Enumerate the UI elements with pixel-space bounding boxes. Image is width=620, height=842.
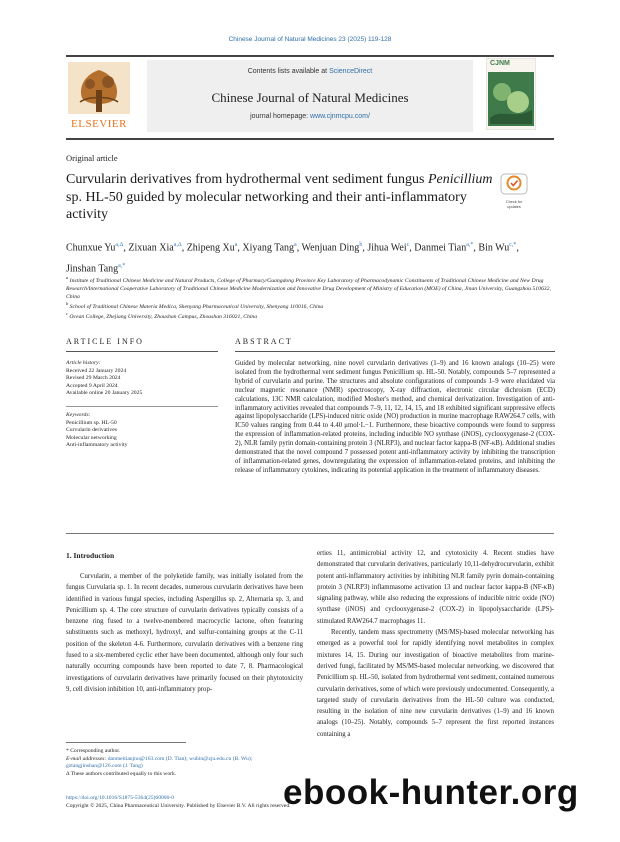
author-name[interactable]: Wenjuan Ding [301,242,360,254]
doi-line: https://doi.org/10.1016/S1875-5364(25)60000-0 Copyright © 2025, China Pharmaceutical University. Published by Elsevier B.V. All rights reserved. [66,795,291,809]
homepage-line: journal homepage: www.cjnmcpu.com/ [250,113,370,120]
author-name[interactable]: Zixuan Xia [128,242,174,254]
abstract-text: Guided by molecular networking, nine novel curvularin derivatives (1–9) and 16 known analogs (10–25) were isolated from the hydrothermal vent sediment fungus Penicillium sp. HL-50. Notably, compounds 5–7 represented a hybrid of curvularin and purine. The structures and absolute configurations of compounds 1–9 were elucidated via nuclear magnetic resonance (NMR) spectroscopy, X-ray diffraction, electronic circular dichroism (ECD) calculations, 13C NMR calculation, modified Mosher's method, and chemical derivatization. Investigation of anti-inflammatory activities revealed that compounds 7–9, 11, 12, 14, 15, and 18 exhibited significant suppressive effects against lipopolysaccharide (LPS)-induced nitric oxide (NO) production in murine macrophage RAW264.7 cells, with IC50 values ranging from 0.44 to 4.40 μmol·L−1. Furthermore, these bioactive compounds were found to suppress the expression of inflammation-related proteins, including inducible NO synthase (iNOS), cyclooxygenase-2 (COX-2), NLR family pyrin domain-containing protein 3 (NLRP3), and nuclear factor kappa-B (NF-κB). Additional studies demonstrated that the novel compound 7 possessed potent anti-inflammatory activity by inhibiting the transcription of inflammation-related genes, downregulating the expression of inflammation-related proteins, and inhibiting the release of inflammatory cytokines, indicating its potential application in the treatment of inflammatory diseases. [235,360,555,474]
author-affiliation-marker: a,* [118,263,126,270]
doi-link[interactable]: https://doi.org/10.1016/S1875-5364(25)60000-0 [66,795,175,801]
affiliation-b: $^b$ School of Traditional Chinese Materia Medica, Shenyang Pharmaceutical University, Shenyang 110016, China [66,301,324,310]
abstract-rule [235,351,555,352]
author-name[interactable]: Zhipeng Xu [186,242,235,254]
author-affiliation-marker: c [406,242,410,248]
affiliation-a: $^a$ Institute of Traditional Chinese Medicine and Natural Products, College of Pharmacy/Guangdong Province Key Laboratory of Pharmacodynamic Constituents of Traditional Chinese Medicine and New Drug Research/International Cooperative Laboratory of Traditional Chinese Medicine Modernization and Innovative Drug Development of Ministry of Education (MOE) of China, Jinan University, Guangzhou 510632, China [66,275,551,300]
introduction-heading: 1. Introduction [66,551,115,560]
check-for-updates-badge[interactable]: Check for updates [500,173,528,203]
cover-title: CJNM [490,60,510,67]
footnote-rule [66,742,186,743]
article-history: Article history: Received 22 January 2024 Revised 29 March 2024 Accepted 9 April 2024 Available online 20 January 2025 [66,360,143,397]
intro-left-column: Curvularin, a member of the polyketide family, was initially isolated from the fungus Curvularia sp. 1. In recent decades, numerous curvularin derivatives have been identified in various fungal species, including Aspergillus sp. 2, Alternaria sp. 3, and Penicillium sp. 4. The core structure of curvularin derivatives typically consists of a benzene ring fused to a twelve-membered macrocyclic lactone, often featuring substituents such as methoxyl, hydroxyl, and sulfur-containing groups at the C-11 position of the skeleton 4-6. Furthermore, curvularin derivatives with a benzene ring fused to a six-membered cyclic ether have been documented, although only four such naturally occurring compounds have been reported to date 7, 8. Pharmacological investigations of curvularin derivatives have primarily focused on their phytotoxicity 9, cell division inhibition 10, anti-inflammatory prop- [66,573,303,693]
author-affiliation-marker: a [294,242,297,248]
journal-cover-thumbnail [486,58,536,130]
header-top-rule [66,55,554,57]
author-name[interactable]: Chunxue Yu [66,242,116,254]
author-name[interactable]: Danmei Tian [414,242,467,254]
author-name[interactable]: Xiyang Tang [242,242,295,254]
article-info-rule [66,351,218,352]
running-head: Chinese Journal of Natural Medicines 23 (2025) 119-128 [228,36,392,43]
affiliation-c: $^c$ Ocean College, Zhejiang University, Zhoushan Campus, Zhoushan 316021, China [66,311,258,320]
author-name[interactable]: Jihua Wei [367,242,407,254]
author-affiliation-marker: c,* [509,242,517,248]
journal-header-box [147,60,473,132]
abstract-heading: ABSTRACT [235,337,293,346]
watermark-text: ebook-hunter.org [283,773,579,812]
cover-image-icon [486,58,536,130]
author-list: Chunxue $Yu^{a,\Delta}$, Zixuan Xia$^{a,\Delta}$, Zhipeng Xu$^a$, Xiyang Tang$^a$, Wenjuan Ding$^b$, Jihua Wei$^c$, Danmei Tian$^{a,*}$, Bin $Wu^{c,*}$, Jinshan Tang$^{a,*}$ [66,242,519,275]
author-affiliation-marker: a,Δ [173,242,182,248]
contents-line: Contents lists available at ScienceDirect [247,68,373,75]
info-divider [66,406,218,407]
abstract-bottom-rule [66,533,554,534]
keywords-block: Keywords: Penicillium sp. HL-50 Curvularin derivatives Molecular networking Anti-inflammatory activity [66,412,128,449]
intro-right-column: erties 11, antimicrobial activity 12, and cytotoxicity 4. Recent studies have demonstrated that curvularin derivatives, particularly 10,11-dehydrocurvularin, exhibit potent anti-inflammatory activities by inhibiting NLR family pyrin domain-containing protein 3 (NLRP3) inflammasome activation 13 and nuclear factor kappa-B (NF-κB) signaling pathway, while also reducing the expressions of inducible nitric oxide (NO) synthase (iNOS) and cyclooxygenase-2 (COX-2) in lipopolysaccharide (LPS)-stimulated RAW264.7 macrophages 11. Recently, tandem mass spectrometry (MS/MS)-based molecular networking has emerged as a powerful tool for rapidly identifying novel metabolites in complex mixtures 14, 15. During our investigation of bioactive metabolites from marine-derived fungi, facilitated by MS/MS-based molecular networking, we discovered that Penicillium sp. HL-50, isolated from hydrothermal vent sediment, contained numerous curvularin derivatives, some of which were previously undocumented. Consequently, a targeted study of curvularin derivatives from the HL-50 culture was conducted, resulting in the isolation of nine new curvularin derivatives (1–9) and 16 known analogs (10–25). Notably, compounds 5–7 represent the first reported instances containing a [317,550,554,738]
author-affiliation-marker: b [359,242,363,248]
article-info-heading: ARTICLE INFO [66,337,144,346]
elsevier-logo [66,60,132,132]
article-type: Original article [66,153,118,163]
author-affiliation-marker: a [234,242,238,248]
journal-name: Chinese Journal of Natural Medicines [211,90,409,105]
footnotes: * Corresponding author. E-mail addresses: danmeitianjnu@163.com (D. Tian); wubin@zju.edu.cn (B. Wu); gztangjinshan@126.com (J. Tang) Δ These authors contributed equally to this work. [66,748,253,778]
author-emails[interactable]: danmeitianjnu@163.com (D. Tian); wubin@zju.edu.cn (B. Wu); gztangjinshan@126.com (J. Tang) [66,755,253,770]
publisher-name: ELSEVIER [71,118,127,130]
author-affiliation-marker: a,Δ [115,242,124,248]
sciencedirect-link[interactable]: ScienceDirect [329,68,373,75]
author-name[interactable]: Bin Wu [478,242,510,254]
author-name[interactable]: Jinshan Tang [66,263,119,275]
check-updates-icon [500,173,528,195]
homepage-link[interactable]: www.cjnmcpu.com/ [310,113,370,120]
article-title: Curvularin derivatives from hydrothermal vent sediment fungus Penicillium sp. HL-50 guided by molecular networking and their anti-inflammatory activity [66,172,493,222]
header-bottom-rule [66,138,554,140]
author-affiliation-marker: a,* [466,242,474,248]
